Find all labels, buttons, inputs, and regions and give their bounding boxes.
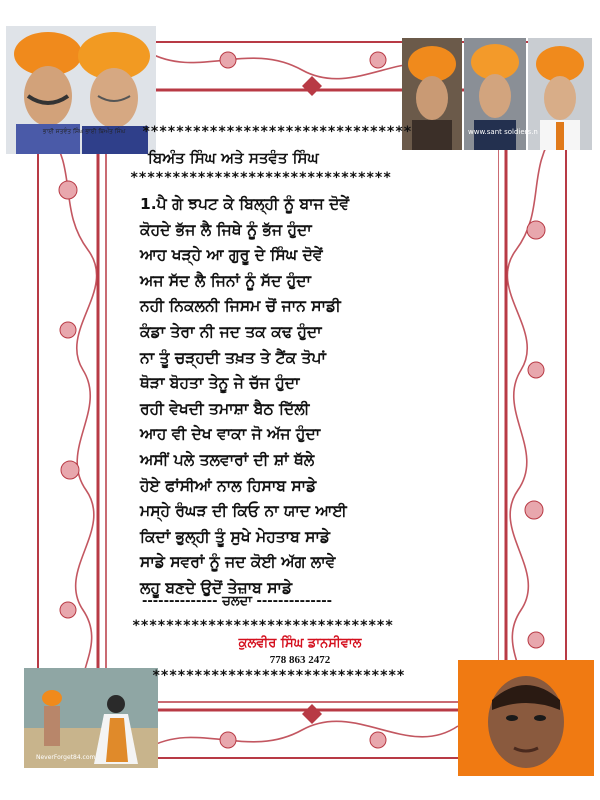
star-divider: ******************************** xyxy=(142,124,412,140)
poem-line: ਨਹੀ ਨਿਕਲਨੀ ਜਿਸਮ ਚੋਂ ਜਾਨ ਸਾਡੀ xyxy=(140,297,341,316)
poem-line: ਅਜ ਸੱਦ ਲੈ ਜਿਨਾਂ ਨੂੰ ਸੱਦ ਹੁੰਦਾ xyxy=(140,271,311,290)
poem-line: ਹੋਏ ਫਾਂਸੀਆਂ ਨਾਲ ਹਿਸਾਬ ਸਾਡੇ xyxy=(140,476,317,495)
poem-line: ਸਾਡੇ ਸਵਰਾਂ ਨੂੰ ਜਦ ਕੋਈ ਅੱਗ ਲਾਵੇ xyxy=(140,553,336,572)
poem-title: ਬਿਅੰਤ ਸਿੰਘ ਅਤੇ ਸਤਵੰਤ ਸਿੰਘ xyxy=(148,149,319,167)
poem-line: ਕੋਹਦੇ ਭੱਜ ਲੈ ਜਿਥੇ ਨੂੰ ਭੱਜ ਹੁੰਦਾ xyxy=(140,220,312,239)
poem-line: ਆਹ ਵੀ ਦੇਖ ਵਾਕਾ ਜੋ ਅੱਜ ਹੁੰਦਾ xyxy=(140,425,321,444)
poem-line: 1.ਪੈ ਗੇ ਝਪਟ ਕੇ ਬਿਲ੍ਹੀ ਨੂੰ ਬਾਜ ਦੋਵੇਂ xyxy=(140,195,350,213)
poem-line: ਰਹੀ ਵੇਖਦੀ ਤਮਾਸ਼ਾ ਬੈਠ ਦਿੱਲੀ xyxy=(140,399,310,418)
author-name: ਕੁਲਵੀਰ ਸਿੰਘ ਡਾਨਸੀਵਾਲ xyxy=(238,636,362,651)
poem-line: ਕਿਦਾਂ ਭੁਲ੍ਹੀ ਤੂੰ ਸੁਖੇ ਮੇਹਤਾਬ ਸਾਡੇ xyxy=(140,527,330,546)
photo-caption: ਭਾਈ ਸਤਵੰਤ ਸਿੰਘ ਭਾਈ ਬਿਅੰਤ ਸਿੰਘ xyxy=(42,128,126,135)
poem-line: ਲਹੂ ਬਣਦੇ ਉਦੋਂ ਤੇਜ਼ਾਬ ਸਾਡੇ xyxy=(140,578,293,597)
star-divider: ******************************* xyxy=(130,170,392,186)
photo-watermark: NeverForget84.com xyxy=(36,754,96,761)
poem-line: ਕੰਡਾ ਤੇਰਾ ਨੀ ਜਦ ਤਕ ਕਢ ਹੁੰਦਾ xyxy=(140,322,322,341)
poem-line: ਅਸੀਂ ਪਲੇ ਤਲਵਾਰਾਂ ਦੀ ਸ਼ਾਂ ਥੱਲੇ xyxy=(140,450,315,469)
star-divider: ******************************* xyxy=(132,618,394,634)
poem-line: ਨਾ ਤੂੰ ਚੜ੍ਹਦੀ ਤਖ਼ਤ ਤੇ ਟੈਂਕ ਤੋਪਾਂ xyxy=(140,348,326,367)
illustration-photo-bottom-left xyxy=(24,668,158,768)
poem-body xyxy=(140,192,470,602)
star-divider: ****************************** xyxy=(152,668,405,684)
photo-watermark: www.sant soldiers.n xyxy=(468,128,538,136)
poem-line: ਥੋੜਾ ਬੋਹਤਾ ਤੇਨੂ ਜੇ ਚੱਜ ਹੁੰਦਾ xyxy=(140,374,300,393)
poem-line: ਮਸ੍ਹੇ ਰੰਘੜ ਦੀ ਕਿਓ ਨਾ ਯਾਦ ਆਈ xyxy=(140,502,347,521)
poem-line: ਆਹ ਖੜ੍ਹੇ ਆ ਗੁਰੂ ਦੇ ਸਿੰਘ ਦੋਵੇਂ xyxy=(140,246,323,265)
author-phone: 778 863 2472 xyxy=(269,654,331,666)
continued-marker: -------------- ਚਲਦਾ -------------- xyxy=(142,594,332,609)
portrait-photo-bottom-right xyxy=(458,660,594,776)
